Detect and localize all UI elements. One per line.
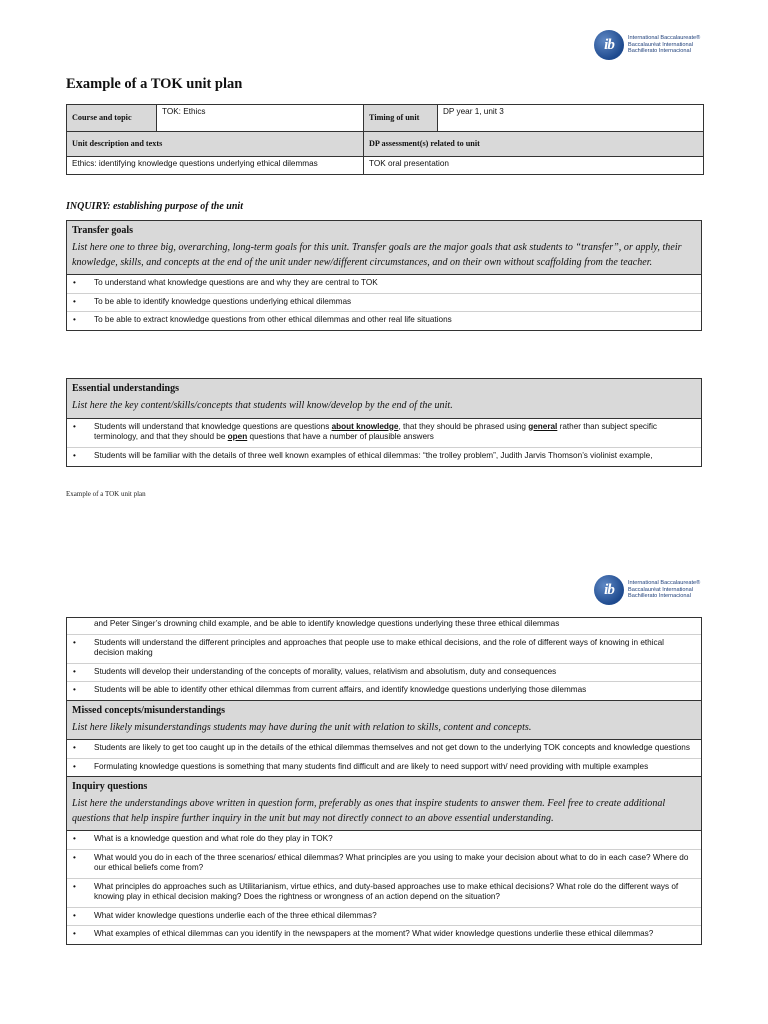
list-item: • To be able to extract knowledge questions from other ethical dilemmas and other real life situations bbox=[73, 315, 452, 324]
transfer-goals-header bbox=[67, 221, 701, 275]
unit-description-label: Unit description and texts bbox=[67, 132, 364, 157]
ib-logo-icon: ib bbox=[594, 575, 624, 605]
list-item: • Formulating knowledge questions is something that many students find difficult and are likely to need support with/ need providing with multiple examples bbox=[73, 761, 649, 771]
list-item: • Students will understand that knowledge questions are questions about knowledge, that they should be phrased using general rather than subject specific terminology, and that they should be open questions that have a number of plausible answers bbox=[67, 419, 701, 448]
ib-logo bbox=[594, 575, 700, 605]
ib-logo-icon: ib bbox=[594, 30, 624, 60]
list-item: • To understand what knowledge questions are and why they are central to TOK bbox=[67, 275, 701, 294]
list-item: • What wider knowledge questions underlie each of the three ethical dilemmas? bbox=[67, 908, 701, 927]
transfer-goals-heading: Transfer goals bbox=[72, 225, 134, 236]
list-item: • To be able to identify knowledge questions underlying ethical dilemmas bbox=[67, 294, 701, 313]
transfer-goals-box bbox=[66, 220, 702, 331]
essential-understandings-description: List here the key content/skills/concepts that students will know/develop by the end of the unit. bbox=[72, 400, 453, 411]
missed-concepts-header bbox=[67, 700, 701, 741]
list-item: • What would you do in each of the three scenarios/ ethical dilemmas? What principles are you using to make your decision about what to do in each case? Where do our ethical beliefs come from? bbox=[67, 850, 701, 879]
essential-understandings-header bbox=[67, 379, 701, 419]
inquiry-questions-heading: Inquiry questions bbox=[72, 781, 148, 792]
page-2 bbox=[0, 555, 768, 1024]
inquiry-questions-header bbox=[67, 776, 701, 831]
list-item: • Students are likely to get too caught up in the details of the ethical dilemmas themselves and not get down to the underlying TOK concepts and knowledge questions bbox=[67, 740, 701, 759]
missed-concepts-list bbox=[67, 740, 701, 776]
inquiry-questions-description: List here the understandings above written in question form, preferably as ones that inspire students to answer them. Feel free to create additional questions that help inspire further inquiry in the unit but may not directly connect to an above essential understanding. bbox=[72, 798, 666, 824]
ib-logo bbox=[594, 30, 700, 60]
timing-label: Timing of unit bbox=[364, 105, 438, 132]
ib-logo-text: International Baccalaureate® Baccalauréat International Bachillerato Internacional bbox=[628, 580, 701, 600]
transfer-goals-list bbox=[67, 275, 701, 330]
list-item: • Students will be familiar with the details of three well known examples of ethical dilemmas: “the trolley problem”, Judith Jarvis Thomson’s violinist example, bbox=[73, 450, 653, 460]
inquiry-section-label: INQUIRY: establishing purpose of the unit bbox=[66, 201, 243, 212]
course-topic-label: Course and topic bbox=[67, 105, 157, 132]
document-title: Example of a TOK unit plan bbox=[66, 76, 243, 92]
missed-concepts-heading: Missed concepts/misunderstandings bbox=[72, 704, 226, 716]
list-item: • What is a knowledge question and what role do they play in TOK? bbox=[67, 831, 701, 850]
essential-understandings-box bbox=[66, 378, 702, 467]
list-item: • Students will understand the different principles and approaches that people use to make ethical decisions, and the role of different ways of knowing in ethical decision making bbox=[67, 635, 701, 664]
list-item: • What examples of ethical dilemmas can you identify in the newspapers at the moment? What wider knowledge questions underlie these ethical dilemmas? bbox=[73, 929, 654, 938]
list-item: • What principles do approaches such as Utilitarianism, virtue ethics, and duty-based approaches use to make ethical decisions? What role do the different ways of knowing play in ethical decision making? Does the rightness or wrongness of an action depend on the situation? bbox=[67, 879, 701, 908]
dp-assessment-label: DP assessment(s) related to unit bbox=[364, 132, 704, 157]
course-topic-value: TOK: Ethics bbox=[157, 105, 364, 132]
essential-understandings-continued-box bbox=[66, 617, 702, 945]
dp-assessment-value: TOK oral presentation bbox=[364, 157, 704, 175]
transfer-goals-description: List here one to three big, overarching, long-term goals for this unit. Transfer goals are the major goals that ask students to “transfer”, or apply, their knowledge, skills, and concepts at the end of the unit under new/different circumstances, and on their own without scaffolding from the teacher. bbox=[72, 242, 682, 268]
list-item: and Peter Singer’s drowning child example, and be able to identify knowledge questions underlying these three ethical dilemmas bbox=[67, 618, 701, 635]
missed-concepts-description: List here likely misunderstandings students may have during the unit with relation to skills, content and concepts. bbox=[72, 721, 532, 733]
essential-understandings-heading: Essential understandings bbox=[72, 383, 179, 394]
unit-description-value: Ethics: identifying knowledge questions underlying ethical dilemmas bbox=[67, 157, 364, 175]
inquiry-questions-list bbox=[67, 831, 701, 944]
essential-understandings-list bbox=[67, 419, 701, 466]
list-item: • Students will develop their understanding of the concepts of morality, values, relativism and absolutism, duty and consequences bbox=[67, 664, 701, 683]
unit-summary-table bbox=[66, 104, 704, 175]
timing-value: DP year 1, unit 3 bbox=[438, 105, 704, 132]
list-item: • Students will be able to identify other ethical dilemmas from current affairs, and identify knowledge questions underlying those dilemmas bbox=[73, 685, 587, 694]
ib-logo-text: International Baccalaureate® Baccalauréat International Bachillerato Internacional bbox=[628, 35, 701, 55]
page-footer: Example of a TOK unit plan bbox=[66, 490, 146, 498]
essential-understandings-continued-list bbox=[67, 618, 701, 700]
